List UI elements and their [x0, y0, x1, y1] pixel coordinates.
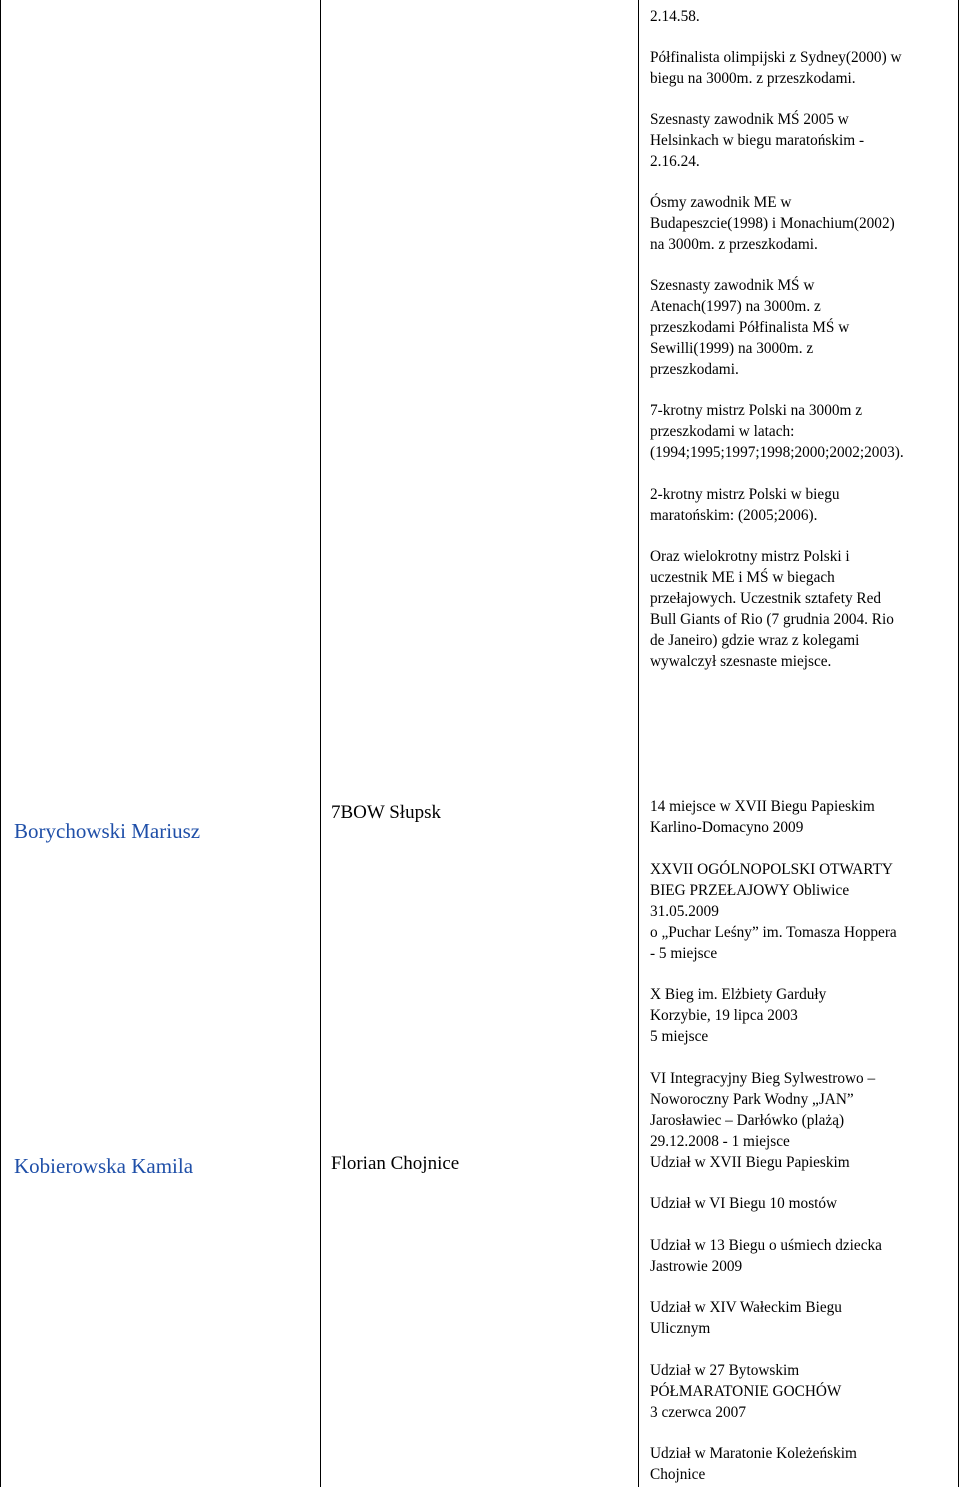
table-border-right — [958, 0, 959, 1487]
achievement-text: 2-krotny mistrz Polski w biegu maratońskim: (2005;2006). — [650, 486, 840, 524]
column-divider-1 — [320, 0, 321, 1487]
achievement-text: 14 miejsce w XVII Biegu Papieskim Karlino-Domacyno 2009 — [650, 798, 875, 836]
achievement-text: Udział w VI Biegu 10 mostów — [650, 1195, 838, 1212]
column-divider-2 — [638, 0, 639, 1487]
achievement-text: Szesnasty zawodnik MŚ w Atenach(1997) na 3000m. z przeszkodami Półfinalista MŚ w Sewilli(1999) na 3000m. z przeszkodami. — [650, 277, 850, 378]
athlete-name: Borychowski Mariusz — [14, 819, 201, 843]
achievement-text: Szesnasty zawodnik MŚ 2005 w Helsinkach w biegu maratońskim - 2.16.24. — [650, 111, 865, 170]
achievement-text: X Bieg im. Elżbiety Garduły Korzybie, 19 lipca 2003 5 miejsce — [650, 986, 827, 1045]
achievement-text: Udział w 13 Biegu o uśmiech dziecka Jastrowie 2009 — [650, 1237, 882, 1275]
achievement-text: VI Integracyjny Bieg Sylwestrowo – Noworoczny Park Wodny „JAN” Jarosławiec – Darłówko (plażą) 29.12.2008 - 1 miejsce — [650, 1070, 876, 1150]
achievement-text: Udział w Maratonie Koleżeńskim Chojnice — [650, 1445, 857, 1483]
achievement-text: 7-krotny mistrz Polski na 3000m z przeszkodami w latach: (1994;1995;1997;1998;2000;2002;2003). — [650, 402, 904, 461]
achievement-text: Oraz wielokrotny mistrz Polski i uczestnik ME i MŚ w biegach przełajowych. Uczestnik sztafety Red Bull Giants of Rio (7 grudnia 2004. Rio de Janeiro) gdzie wraz z kolegami wywalczył szesnaste miejsce. — [650, 548, 894, 670]
achievement-text: Półfinalista olimpijski z Sydney(2000) w biegu na 3000m. z przeszkodami. — [650, 49, 902, 87]
achievement-text: Udział w XIV Wałeckim Biegu Ulicznym — [650, 1299, 842, 1337]
athlete-club: 7BOW Słupsk — [331, 802, 441, 823]
table-border-left — [0, 0, 1, 1487]
achievement-text: 2.14.58. — [650, 8, 700, 25]
achievement-text: Udział w XVII Biegu Papieskim — [650, 1154, 850, 1171]
achievement-text: Udział w 27 Bytowskim PÓŁMARATONIE GOCHÓW 3 czerwca 2007 — [650, 1362, 842, 1421]
athlete-club: Florian Chojnice — [331, 1153, 460, 1174]
achievement-text: Ósmy zawodnik ME w Budapeszcie(1998) i Monachium(2002) na 3000m. z przeszkodami. — [650, 194, 895, 253]
achievement-text: XXVII OGÓLNOPOLSKI OTWARTY BIEG PRZEŁAJOWY Obliwice 31.05.2009 o „Puchar Leśny” im. Tomasza Hoppera - 5 miejsce — [650, 861, 897, 962]
athlete-name: Kobierowska Kamila — [14, 1154, 194, 1178]
